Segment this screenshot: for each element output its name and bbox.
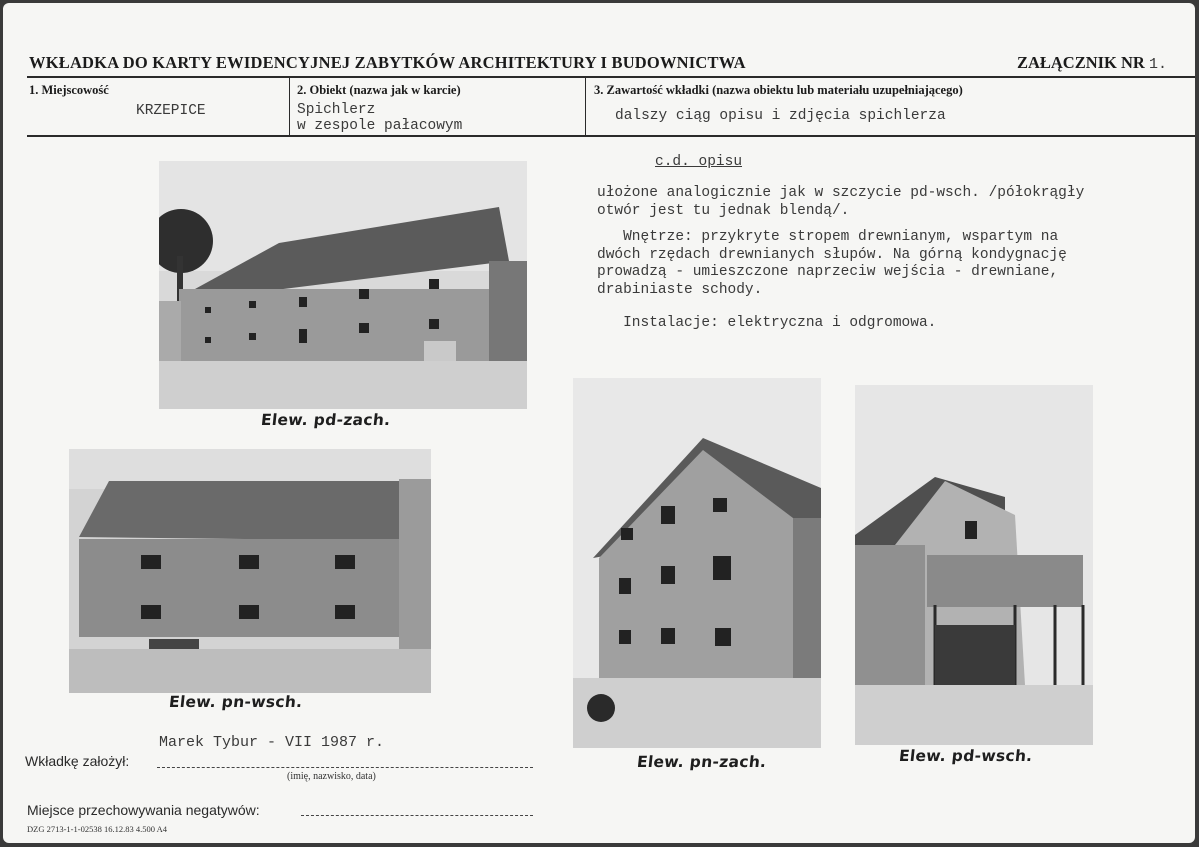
author-hint: (imię, nazwisko, data) <box>287 771 376 782</box>
negatives-line <box>301 815 533 816</box>
negatives-label: Miejsce przechowywania negatywów: <box>27 802 260 818</box>
author-label: Wkładkę założył: <box>25 753 130 769</box>
form-title: WKŁADKA DO KARTY EWIDENCYJNEJ ZABYTKÓW ARCHITEKTURY I BUDOWNICTWA <box>29 53 746 72</box>
field-object-label: 2. Obiekt (nazwa jak w karcie) <box>297 83 461 97</box>
fields-rule <box>27 135 1195 137</box>
photo-ne-image <box>69 449 431 693</box>
print-code: DZG 2713-1-1-02538 16.12.83 4.500 A4 <box>27 824 168 834</box>
caption-photo-4: Elew. pd-wsch. <box>898 747 1034 765</box>
annex-label <box>1017 53 1167 73</box>
photo-elevation-sw <box>159 161 527 409</box>
author-value: Marek Tybur - VII 1987 r. <box>159 734 385 751</box>
photo-elevation-se <box>855 385 1093 745</box>
photo-elevation-ne <box>69 449 431 693</box>
author-line <box>157 767 533 768</box>
description-paragraph-2: Wnętrze: przykryte stropem drewnianym, wspartym na dwóch rzędach drewnianych słupów. Na górną kondygnację prowadzą - umieszczone naprzeciw wejścia - drewniane, drabiniaste schody. <box>597 229 1067 298</box>
description-paragraph-1: ułożone analogicznie jak w szczycie pd-wsch. /półokrągły otwór jest tu jednak blendą/. <box>597 185 1085 219</box>
description-paragraph-3: Instalacje: elektryczna i odgromowa. <box>597 315 937 331</box>
caption-photo-2: Elew. pn-wsch. <box>168 693 304 711</box>
field-locality-value: KRZEPICE <box>136 103 206 119</box>
field-object-value-line2: w zespole pałacowym <box>297 118 463 134</box>
header-rule <box>27 76 1195 78</box>
inventory-card <box>3 3 1195 843</box>
photo-se-image <box>855 385 1093 745</box>
annex-label-text: ZAŁĄCZNIK NR <box>1016 53 1145 72</box>
description-subheading: c.d. opisu <box>655 154 743 170</box>
field-divider-1 <box>289 76 290 136</box>
annex-number: 1. <box>1148 56 1167 73</box>
photo-nw-image <box>573 378 821 748</box>
photo-elevation-nw <box>573 378 821 748</box>
caption-photo-1: Elew. pd-zach. <box>260 411 392 429</box>
field-content-value: dalszy ciąg opisu i zdjęcia spichlerza <box>615 108 946 124</box>
field-content-label: 3. Zawartość wkładki (nazwa obiektu lub materiału uzupełniającego) <box>594 83 963 97</box>
field-divider-2 <box>585 76 586 136</box>
field-object-value-line1: Spichlerz <box>297 102 376 118</box>
field-locality-label: 1. Miejscowość <box>29 83 109 97</box>
photo-sw-image <box>159 161 527 409</box>
caption-photo-3: Elew. pn-zach. <box>636 753 768 771</box>
